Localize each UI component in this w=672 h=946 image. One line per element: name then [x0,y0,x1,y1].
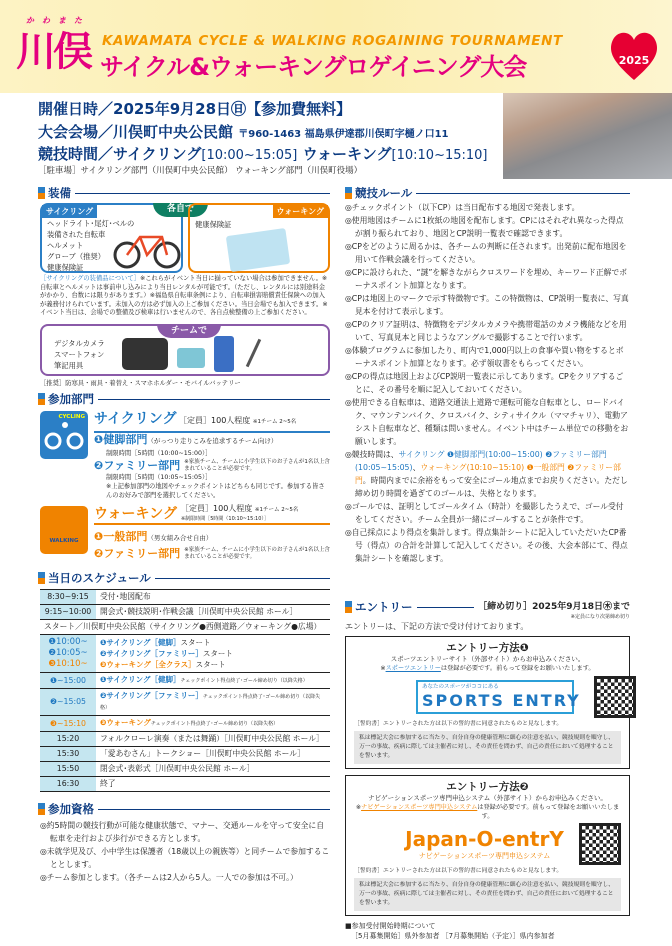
start-location: スタート／川俣町中央公民館（サイクリング●西側道路／ウォーキング●広場） [40,620,330,635]
team-equipment-box [40,324,330,376]
walking-tag: ウォーキング [273,205,328,218]
end-event [96,716,330,732]
eligibility-list [40,819,330,884]
schedule-time: 16:30 [40,777,96,792]
walking-icon: WALKING [40,506,88,554]
equipment-note: ［サイクリングの装備品について］※これらがイベント当日に揃っていない場合は参加できません。※自転車とヘルメットは事前申し込みにより当日レンタルが可能です。（ただし、レンタルには別途料金がかかり、台数には限りがあります。）※福島県自転車条例により、自転車損害賠償責任保険への加入が義務付けられています。未加入の方は必ず加入の上ご参加ください。当日会場でも加入できます。※イベント当日は、会場での整備及び検車は行いませんので、各自点検整備の上ご参加ください。 [40,275,328,317]
walking-item: 健康保険証 [195,220,232,229]
rule-item: ◎使用できる自転車は、道路交通法上道路で運転可能な自転車とし、ロードバイク、マウンテンバイク、クロスバイク、シティサイクル（ママチャリ）、電動アシスト自転車など、種類は問いません。イベント中はチーム単位での移動をお願いします。 [345,398,629,446]
cycling-photo [503,93,672,179]
entry-intro: エントリーは、下記の方法で受け付けております。 [345,622,529,631]
team-item: 筆記用具 [54,361,84,370]
event-time: 競技時間／サイクリング[10:00~15:05] ウォーキング[10:10~15:10] [38,145,488,163]
title-english: KAWAMATA CYCLE & WALKING ROGAINING TOURNAMENT [102,33,563,49]
end-label: ❸ウォーキング [100,718,151,727]
eligibility-item: ◎約5時間の競技行動が可能な健康状態で、マナー、交通ルールを守って安全に自転車を走行および歩行ができる方とします。 [40,821,325,843]
end-event [96,673,330,689]
end-suffix: チェックポイント得点終了･ゴール締め切り（以降失格） [180,678,308,684]
cycling-division-header: サイクリング ［定員］100人程度 ※1チーム 2~5名 [94,410,330,433]
start-label: ❶サイクリング［健脚］ [100,638,181,647]
start-label: ❷サイクリング［ファミリー］ [100,649,203,658]
heart-logo-icon [606,26,662,82]
start-events [96,635,330,673]
walking-division-header: ウォーキング ［定員］100人程度 ※1チーム 2~5名 ※制限時間［5時間（10:10~15:10）］ [94,505,330,525]
end-label: ❶サイクリング［健脚］ [100,675,181,684]
schedule-time: 8:30~9:15 [40,590,96,605]
title-kanji: 川俣 [16,29,90,75]
schedule-time: 15:20 [40,732,96,747]
rule-item: ◎使用地図はチームに1枚紙の地図を配布します。CPにはそれぞれ異なった得点が割り振られており、地図とCP説明一覧表で確認できます。 [345,216,624,238]
camera-icon [122,338,168,370]
schedule-row [40,747,330,762]
end-label: ❷サイクリング［ファミリー］ [100,691,203,700]
cycling-item: グローブ（推奨） [47,252,106,261]
schedule-event: 閉会式･表彰式［川俣町中央公民館 ホール］ [96,762,330,777]
event-date: 開催日時／2025年9月28日㊐【参加費無料】 [38,100,352,118]
schedule-row [40,762,330,777]
schedule-time: 9:15~10:00 [40,605,96,620]
schedule-event: 「愛あむさん」トークショー［川俣町中央公民館 ホール］ [96,747,330,762]
rule-item: ◎ゴールでは、証明としてゴールタイム（時計）を撮影したうえで、ゴール受付をしてください。チーム全員が一緒にゴールすることが条件です。 [345,502,624,524]
schedule-row-end [40,673,330,689]
each-tag: 各自で [153,203,208,217]
registration-period: ■参加受付開始時期について ［5月募集開始］県外参加者 ［7月募集開始（予定）］県内参加者 [345,922,555,940]
section-rules: 競技ルール [345,186,630,200]
entry-method-2: エントリー方法❷ ナビゲーションスポーツ専門申込システム（外部サイト）からお申込みください。 ※ナビゲーションスポーツ専門申込システムは登録が必要です。前もって登録をお願いいたします。 Japan-O-entrY ナビゲーションスポーツ専門申込システム ［誓約書］エントリーされた方は以下の誓約書に同意されたものと見なします。 私は標記大会に参加するに当たり、自分自身の健康管理に細心の注意を払い、競技規則を順守し、万一の事故、疾病に際しては主催者に対し、その責任を問わず、自己の責任において処理することを誓います。 [345,775,630,916]
deadline-note: ※定員になり次第締め切り [570,614,630,620]
end-time: ❸~15:10 [40,716,96,732]
schedule-time: 15:30 [40,747,96,762]
start-time: ❶10:00~ [48,637,88,647]
rule-item: ◎CPのクリア証明は、特徴物をデジタルカメラや携帯電話のカメラ機能などを用いて、写真見本と同じようなアングルで撮影することで行います。 [345,320,627,342]
left-lower-column [38,571,330,884]
section-divisions: 参加部門 [38,392,330,406]
start-event [100,648,326,659]
schedule-row [40,590,330,605]
compact-camera-icon [177,348,205,368]
cycling-icon: CYCLING [40,411,88,459]
start-time: ❸10:10~ [48,659,88,669]
bicycle-icon [112,227,182,269]
start-label: ❸ウォーキング［全クラス］ [100,660,196,669]
rule-item-time: ◎競技時間は、サイクリング ❶健脚部門(10:00~15:00) ❷ファミリー部門(10:05~15:05)、ウォーキング(10:10~15:10) ❶一般部門 ❷ファミリー部門。時間内までに余裕をもって安全にゴール地点までお戻りください。ただし締め切り時間を過ぎてのゴールは、失格となります。 [345,450,628,498]
recommended-items: ［推奨］防寒具・雨具・着替え・スマホホルダー・モバイルバッテリー [40,380,241,387]
schedule-row [40,605,330,620]
section-entry: エントリー ［締め切り］2025年9月18日㊍まで [345,600,630,614]
rule-item: ◎体験プログラムに参加したり、町内で1,000円以上の食事や買い物をするとボーナスポイント加算となります。必ず領収書をもらってください。 [345,346,624,368]
walking-equipment-box [188,203,330,273]
team-item: デジタルカメラ [54,339,105,348]
year-badge: 2025 [618,54,650,67]
rule-item: ◎チェックポイント（以下CP）は当日配布する地図で発表します。 [345,203,580,212]
schedule-event: 受付･地図配布 [96,590,330,605]
eligibility-item: ◎チーム参加とします。（各チームは2人から5人。一人での参加は不可。） [40,873,298,882]
entry-deadline: ［締め切り］2025年9月18日㊍まで [478,602,630,612]
insurance-card-image [226,228,290,272]
title-furigana: かわまた [26,16,90,25]
rule-item: ◎CPに設けられた、“謎”を解きながらクロスワードを埋め、キーワード正解でボーナスポイント加算となります。 [345,268,628,290]
end-suffix: チェックポイント得点終了･ゴール締め切り（以降失格） [100,694,321,711]
entry-method-1: エントリー方法❶ スポーツエントリーサイト（外部サイト）からお申込みください。 ※スポーツエントリーは登録が必要です。前もって登録をお願いいたします。 あなたのスポーツがココにある SPORTS ENTRY ［誓約書］エントリーされた方は以下の誓約書に同意されたものと見なします。 私は標記大会に参加するに当たり、自分自身の健康管理に細心の注意を払い、競技規則を順守し、万一の事故、疾病に際しては主催者に対し、その責任を問わず、自己の責任において処理することを誓います。 [345,636,630,769]
section-schedule: 当日のスケジュール [38,571,330,585]
start-suffix: スタート [195,660,226,669]
team-item: スマートフォン [54,350,105,359]
cycling-item: 装備された自転車 [47,230,106,239]
team-items [54,338,105,371]
schedule-row-end [40,716,330,732]
schedule-time: 15:50 [40,762,96,777]
start-event [100,659,326,670]
japan-o-entry-link[interactable]: ナビゲーションスポーツ専門申込システム [361,804,478,811]
schedule-row-start [40,620,330,635]
rule-item: ◎自己採点により得点を集計します。得点集計シートに記入していただいたCP番号（得点）の合計を計算して記入してください。その後、大会本部にて、得点集計シートを確認します。 [345,528,628,563]
parking-info: ［駐車場］サイクリング部門（川俣町中央公民館） ウォーキング部門（川俣町役場） [38,166,363,176]
rule-item: ◎CPをどのように周るかは、各チームの判断に任されます。出発前に配布地図を用いて作戦会議を行ってください。 [345,242,627,264]
schedule-row [40,732,330,747]
cycling-divisions: ❶健脚部門（がっつり走りこみを追求するチーム向け） 制限時間［5時間（10:00~15:00）］ ❷ファミリー部門 ※家族チーム、チームに小学生以下のお子さんが1名以上含まれていることが必要です。 制限時間［5時間（10:05~15:05）］ ※上記参加部門の地図やチェックポイントはどちらも同じです。参加する皆さんのお好みで部門を選択してください。 [94,433,330,499]
end-time: ❶~15:00 [40,673,96,689]
sports-entry-logo[interactable]: あなたのスポーツがココにある SPORTS ENTRY [416,680,574,714]
cycling-tag: サイクリング [42,205,97,218]
start-time: ❷10:05~ [48,648,88,658]
end-suffix: チェックポイント得点終了･ゴール締め切り（以降失格） [150,721,279,727]
start-suffix: スタート [202,649,233,658]
schedule-event: フォルクローレ演奏（または舞踊）［川俣町中央公民館 ホール］ [96,732,330,747]
section-eligibility: 参加資格 [38,802,330,816]
title-japanese: サイクル&ウォーキングロゲイニング大会 [100,53,527,81]
start-event [100,637,326,648]
event-venue: 大会会場／川俣町中央公民館 〒960-1463 福島県伊達郡川俣町字樋ノ口11 [38,123,449,141]
schedule-event: 終了 [96,777,330,792]
schedule-row-starts [40,635,330,673]
entry-section [345,600,630,941]
team-tag: チームで [157,324,221,338]
schedule-row [40,777,330,792]
schedule-event: 開会式･競技説明･作戦会議［川俣町中央公民館 ホール］ [96,605,330,620]
rules-list [345,201,630,565]
walking-divisions: ❶一般部門（男女組み合せ自由） ❷ファミリー部門 ※家族チーム、チームに小学生以下のお子さんが1名以上含まれていることが必要です。 [94,530,330,560]
start-suffix: スタート [180,638,211,647]
sports-entry-link[interactable]: スポーツエントリー [385,665,441,672]
cycling-item: ヘッドライト･尾灯･ベルの [47,219,135,228]
end-event [96,689,330,716]
rule-item: ◎CPの得点は地図上およびCP説明一覧表に示してあります。CPをクリアするごとに、その番号を順に記入しておいてください。 [345,372,624,394]
schedule-table [40,589,330,792]
qr-code-sports-entry[interactable] [594,676,636,718]
rule-item: ◎CPは地図上のマークで示す特徴物です。この特徴物は、CP説明一覧表に、写真見本を付けて表示します。 [345,294,629,316]
end-time: ❷~15:05 [40,689,96,716]
qr-code-japan-o-entry[interactable] [579,823,621,865]
pen-icon [246,339,261,367]
eligibility-item: ◎未就学児及び、小中学生は保護者（18歳以上の親族等）と同チームで参加することとします。 [40,847,330,869]
schedule-row-end [40,689,330,716]
japan-o-entry-logo[interactable]: Japan-O-entrY ナビゲーションスポーツ専門申込システム [405,827,564,860]
start-times [40,635,96,673]
cycling-item: 健康保険証 [47,263,84,272]
cycling-item: ヘルメット [47,241,84,250]
smartphone-icon [214,336,234,372]
section-equipment: 装備 [38,186,330,200]
